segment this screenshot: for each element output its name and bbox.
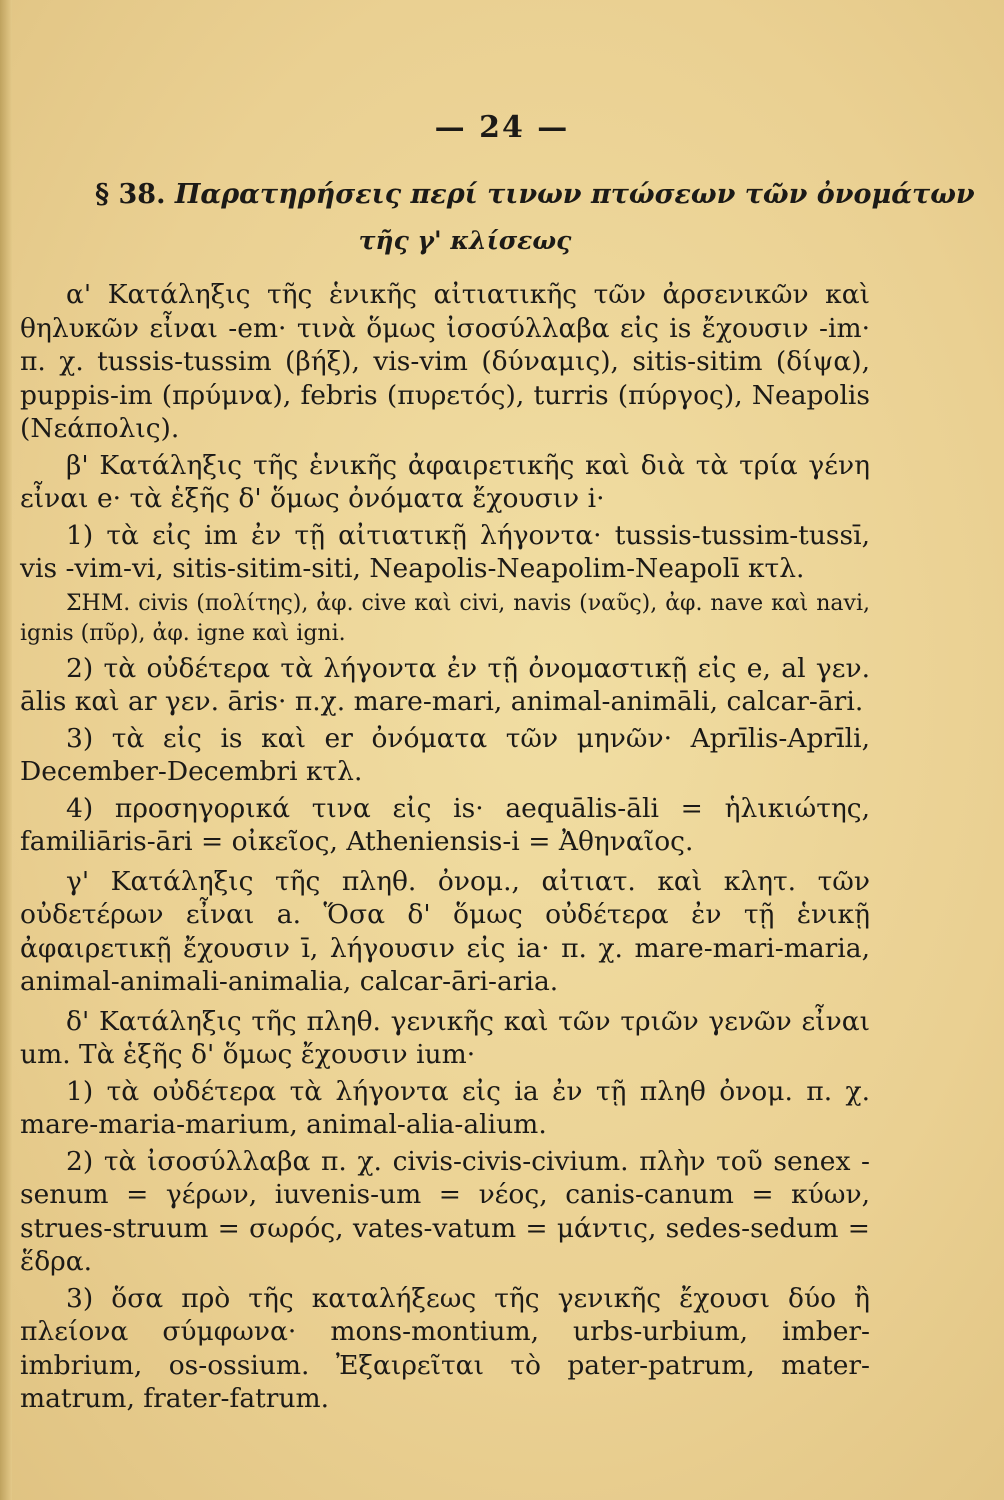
section-heading [95, 172, 975, 264]
paragraph-c-plural: γ' Κατάληξις τῆς πληθ. ὀνομ., αἰτιατ. καὶ κλητ. τῶν οὐδετέρων εἶναι a. Ὅσα δ' ὅμως οὐδέτερα ἐν τῇ ἑνικῇ ἀφαιρετικῇ ἔχουσιν ī, λήγουσιν εἰς ia· π. χ. mare-mari-maria, animal-animali-animalia, calcar-āri-aria. [20, 865, 870, 997]
page-number: — 24 — [434, 110, 570, 145]
paragraph-a-accusative: α' Κατάληξις τῆς ἑνικῆς αἰτιατικῆς τῶν ἀρσενικῶν καὶ θηλυκῶν εἶναι -em· τινὰ ὅμως ἰσοσύλλαβα εἰς is ἔχουσιν -im· π. χ. tussis-tussim (βήξ), vis-vim (δύναμις), sitis-sitim (δίψα), puppis-im (πρύμνα), febris (πυρετός), turris (πύργος), Neapolis (Νεάπολις). [20, 279, 870, 444]
paragraph-b-2: 2) τὰ οὐδέτερα τὰ λήγοντα ἐν τῇ ὀνομαστικῇ εἰς e, al γεν. ālis καὶ ar γεν. āris· π.χ. mare-mari, animal-animāli, calcar-āri. [20, 652, 870, 717]
paragraph-b-4: 4) προσηγορικά τινα εἰς is· aequālis-āli = ἡλικιώτης, familiāris-āri = οἰκεῖος, Atheniensis-i = Ἀθηναῖος. [20, 792, 870, 857]
paragraph-note: ΣΗΜ. civis (πολίτης), ἀφ. cive καὶ civi, navis (ναῦς), ἀφ. nave καὶ navi, ignis (πῦρ), ἀφ. igne καὶ igni. [20, 590, 870, 646]
body-text [20, 278, 870, 1419]
paragraph-d-1: 1) τὰ οὐδέτερα τὰ λήγοντα εἰς ia ἐν τῇ πληθ ὀνομ. π. χ. mare-maria-marium, animal-alia-alium. [20, 1075, 870, 1140]
section-title: Παρατηρήσεις περί τινων πτώσεων τῶν ὀνομάτων [174, 179, 975, 210]
page-binding-edge [0, 0, 12, 1500]
paragraph-b-ablative: β' Κατάληξις τῆς ἑνικῆς ἀφαιρετικῆς καὶ διὰ τὰ τρία γένη εἶναι e· τὰ ἑξῆς δ' ὅμως ὀνόματα ἔχουσιν i· [20, 449, 870, 514]
paragraph-b-1: 1) τὰ εἰς im ἐν τῇ αἰτιατικῇ λήγοντα· tussis-tussim-tussī, vis -vim-vi, sitis-sitim-siti, Neapolis-Neapolim-Neapolī κτλ. [20, 519, 870, 584]
paragraph-d-genitive: δ' Κατάληξις τῆς πληθ. γενικῆς καὶ τῶν τριῶν γενῶν εἶναι um. Τὰ ἑξῆς δ' ὅμως ἔχουσιν ium· [20, 1005, 870, 1070]
section-number: § 38. [95, 179, 166, 210]
section-subtitle: τῆς γ' κλίσεως [358, 226, 572, 255]
paragraph-b-3: 3) τὰ εἰς is καὶ er ὀνόματα τῶν μηνῶν· Aprīlis-Aprīli, December-Decembri κτλ. [20, 722, 870, 787]
paragraph-d-2: 2) τὰ ἰσοσύλλαβα π. χ. civis-civis-civium. πλὴν τοῦ senex -senum = γέρων, iuvenis-um = νέος, canis-canum = κύων, strues-struum = σωρός, vates-vatum = μάντις, sedes-sedum = ἕδρα. [20, 1145, 870, 1277]
paragraph-d-3: 3) ὅσα πρὸ τῆς καταλήξεως τῆς γενικῆς ἔχουσι δύο ἢ πλείονα σύμφωνα· mons-montium, urbs-urbium, imber-imbrium, os-ossium. Ἐξαιρεῖται τὸ pater-patrum, mater-matrum, frater-fatrum. [20, 1282, 870, 1414]
